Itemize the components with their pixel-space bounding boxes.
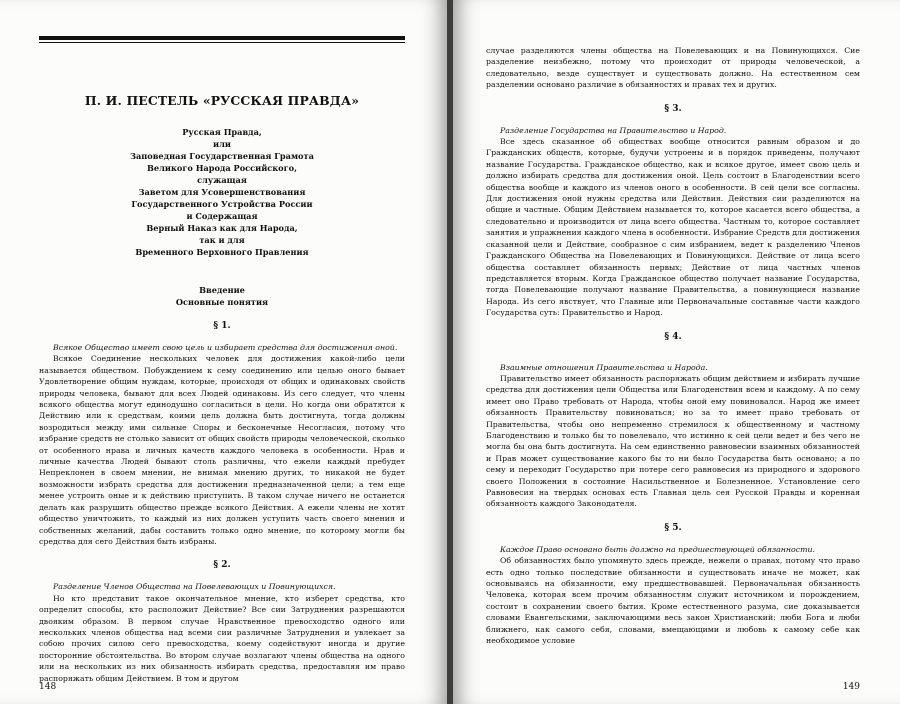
paragraph: Всякое Соединение нескольких человек для достижения какой-либо цели называется обществом. Побуждением к сему соединению или целью оного бывает Удовлетворение общим нуждам, которые, происходя от общих и одинаковых свойств природы человека, бывают для всех Людей одинаковы. Из сего следует, что члены всякого общества могут единодушно согласиться в цели. Но когда они обратятся к Действию или к средствам, коими цель должна быть достигнута, тогда должны возродиться между ими сильные Споры и бесконечные Несогласия, потому что избрание средств не столько зависит от общих свойств природы человеческой, сколько от особенного нрава и личных качеств каждого человека в особенности. Нрав и личные качества Людей бывают столь различны, что ежели каждый пребудет Непреклонен в своем мнении, не внимая мнению других, то никакой не будет возможности избрать средства для достижения предназначенной цели; а тем еще менее устроить оные и к действию приступить. В таком случае ничего не останется делать как разрушить общество прежде всякого Действия. А ежели члены не хотят общество уничтожить, то каждый из них должен уступить часть своего мнения и собственных желаний, дабы составить только одно мнение, по которому могли бы средства для сего Действия быть избраны. <box>39 354 405 546</box>
section-subtitle: Взаимные отношения Правительства и Народа. <box>500 362 708 372</box>
left-page <box>0 0 447 704</box>
title-page-line: так и для <box>199 235 245 245</box>
section-body <box>486 136 860 319</box>
paragraph: Но кто представит такое окончательное мнение, кто изберет средства, кто определит способы, кто расположит Действие? Все сии Затруднения разрешаются двояким образом. В первом случае Нравственное превосходство одного или нескольких членов общества над всеми сии различные Затруднения и увлекает за собою прочих силою сего превосходства, коему содействуют иногда и другие посторонние обстоятельства. Во втором случае возлагают члены общества на одного или на нескольких из них обязанность избирать средства, предоставляя им право распоряжать общим Действием. В том и другом <box>39 593 405 683</box>
paragraph: Все здесь сказанное об обществах вообще относится равным образом и до Гражданских обществ, которые, будучи устроены и в порядок приведены, получают название Государства. Гражданское общество, как и всякое другое, имеет свою цель и должно избирать средства для достижения оной. Цель состоит в Благоденствии всего общества вообще и каждого из членов оного в особенности. В сей цели все согласны. Для достижения оной нужны средства или Действия. Действия сии разделяются на общие и частные. Общим Действием называется то, которое касается всего общества, а следовательно и производится от лица всего общества. Частным то, которое составляет занятия и упражнения каждого члена в особенности. Избрание Средств для достижения сказанной цели и Действие, сообразное с сим избранием, ведет к разделению Членов Гражданского Общества на Повелевающих и Повинующихся. Действие от лица всего общества составляет обязанность первых; Действие от лица частных членов представляется вторым. Когда Гражданское общество получает название Государства, тогда Повелевающие получают название Правительства, а повинующиеся название Народа. Из сего явствует, что Главные или Первоначальные составные части каждого Государства суть: Правительство и Народ. <box>486 137 860 318</box>
left-column <box>39 36 405 684</box>
section-body <box>39 593 405 684</box>
section-heading: § 5. <box>664 522 682 533</box>
header-rule-thick <box>39 36 405 40</box>
paragraph: Об обязанностях было упомянуто здесь прежде, нежели о правах, потому что право есть одно только последствие обязанности и существовать иначе не может, как основываясь на обязанности, ему предшествовавшей. Первоначальная обязанность Человека, которая всем прочим обязанностям служит источником и порождением, состоит в сохранении своего бытия. Кроме естественного разума, сие доказывается словами Евангельскими, заключающими весь закон Христианский: люби Бога и люби ближнего, как самого себя, словами, вмещающими и любовь к самому себе как необходимое условие <box>486 556 860 646</box>
section-heading: § 2. <box>213 560 231 571</box>
paragraph: Правительство имеет обязанность распоряжать общим действием и избирать лучшие средства для достижения цели Общества или Благоденствия всем и каждому. А по сему имеет оно Право требовать от Народа, чтобы оной ему повиновался. Народ же имеет обязанность Правительству повиноваться; но за то имеет право требовать от Правительства, чтобы оно непременно стремилося к общественному и частному Благоденствию и только бы то повелевало, что истинно к сей цели ведет и без чего не могла бы она быть достигнута. На сем единственно равновесии взаимных обязанностей и Прав может существование какого бы то ни было Государства быть основано; а по сему и переходит Государство при потере сего равновесия из природного и здорового своего Положения в состояние Насильственное и Болезненное. Установление сего Равновесия на твердых основах есть Главная цель сея Русской Правды и коренная обязанность каждого Законодателя. <box>486 373 860 509</box>
continuation-text <box>486 45 860 91</box>
section-body <box>486 373 860 510</box>
title-page-block <box>39 126 405 258</box>
spacer <box>486 353 860 362</box>
section-subtitle: Разделение Членов Общества на Повелевающих и Повинующихся. <box>53 582 336 592</box>
title-page-line: Заповедная Государственная Грамота <box>130 151 314 161</box>
introduction-heading: Введение <box>199 285 245 295</box>
section-subtitle: Всякое Общество имеет свою цель и избирает средства для достижения оной. <box>53 343 398 352</box>
title-page-line: Великого Народа Российского, <box>147 163 297 173</box>
page-number: 149 <box>842 682 860 692</box>
title-page-line: Государственного Устройства России <box>131 199 313 209</box>
introduction-heading-block <box>39 284 405 308</box>
title-page-line: и Содержащая <box>186 211 258 221</box>
title-page-line: или <box>213 139 231 149</box>
section-heading: § 3. <box>664 103 682 114</box>
section-subtitle: Разделение Государства на Правительство и Народ. <box>500 125 727 135</box>
right-column <box>486 45 860 646</box>
title-page-line: Временного Верховного Правления <box>135 247 309 257</box>
header-rule-thin <box>39 42 405 43</box>
chapter-title: П. И. ПЕСТЕЛЬ «РУССКАЯ ПРАВДА» <box>84 93 360 108</box>
title-page-line: служащая <box>197 175 247 185</box>
title-page-line: Заветом для Усовершенствования <box>138 187 306 197</box>
section-body <box>39 353 405 547</box>
title-page-line: Русская Правда, <box>182 127 262 137</box>
paragraph: случае разделяются члены общества на Повелевающих и на Повинующихся. Сие разделение неизбежно, потому что происходит от природы человеческой, а следовательно, везде существует и существовать должно. На естественном сем разделении основано различие в обязанностях и правах тех и других. <box>486 46 860 90</box>
section-heading: § 1. <box>213 321 231 331</box>
page-number: 148 <box>39 682 57 692</box>
introduction-subheading: Основные понятия <box>175 297 269 307</box>
section-body <box>486 555 860 646</box>
section-subtitle: Каждое Право основано быть должно на предшествующей обязанности. <box>500 544 815 554</box>
title-page-line: Верный Наказ как для Народа, <box>146 223 298 233</box>
section-heading: § 4. <box>664 331 682 342</box>
right-page <box>453 0 900 704</box>
